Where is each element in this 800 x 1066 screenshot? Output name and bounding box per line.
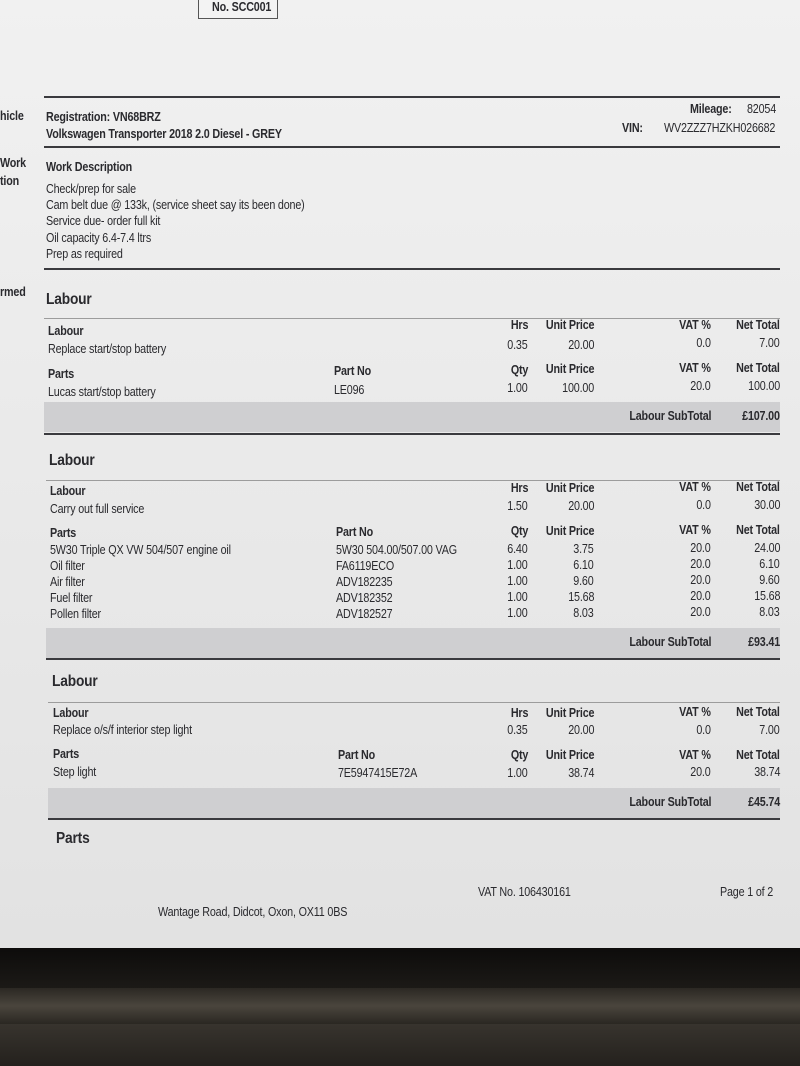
page-number: Page 1 of 2 [720,885,774,899]
work-description-title: Work Description [46,160,133,174]
part-number: LE096 [334,383,365,397]
vehicle-bottom-rule [44,146,780,148]
labour-description: Replace o/s/f interior step light [53,723,192,737]
subtotal-label: Labour SubTotal [628,409,711,423]
part-unit-price: 8.03 [573,606,594,620]
part-description: Step light [53,765,97,779]
labour-unit-price: 20.00 [567,338,594,352]
part-number: ADV182235 [336,575,393,589]
part-number: 5W30 504.00/507.00 VAG [336,543,457,557]
address: Wantage Road, Didcot, Oxon, OX11 0BS [158,905,348,919]
part-net-total: 15.68 [753,589,780,603]
part-unit-price: 38.74 [567,766,594,780]
qty-header: Qty [510,524,528,538]
part-qty: 1.00 [507,606,528,620]
part-qty: 1.00 [507,766,528,780]
labour-hrs: 0.35 [507,338,528,352]
part-vat: 20.0 [690,557,711,571]
document-number: No. SCC001 [212,0,272,14]
vin-value: WV2ZZZ7HZKH026682 [664,121,776,135]
part-unit-price: 100.00 [562,381,594,395]
part-qty: 1.00 [507,574,528,588]
subtotal-value: £107.00 [742,409,780,423]
part-qty: 6.40 [507,542,528,556]
vat-header: VAT % [679,705,711,719]
net-total-header: Net Total [736,523,780,537]
labour-header: Labour [53,706,89,720]
part-number: FA6119ECO [336,559,395,573]
labour-net-total: 30.00 [753,498,780,512]
part-number: 7E5947415E72A [338,766,418,780]
part-vat: 20.0 [690,541,711,555]
vin-label: VIN: [622,121,643,135]
vehicle-top-rule [44,96,780,98]
parts-header: Parts [50,526,77,540]
unit-price-header: Unit Price [545,481,594,495]
hrs-header: Hrs [510,481,528,495]
net-total-header: Net Total [736,705,780,719]
part-vat: 20.0 [690,379,711,393]
section-title: Labour [52,673,98,690]
unit-price-header: Unit Price [545,706,594,720]
mileage-value: 82054 [747,102,777,116]
section-title: Labour [46,291,92,308]
side-label-vehicle: hicle [0,109,24,123]
part-unit-price: 9.60 [573,574,594,588]
work-line: Oil capacity 6.4-7.4 ltrs [46,231,152,245]
labour-vat: 0.0 [696,498,711,512]
section-rule [46,480,780,481]
part-qty: 1.00 [507,590,528,604]
part-description: 5W30 Triple QX VW 504/507 engine oil [50,543,231,557]
unit-price-header: Unit Price [545,318,594,332]
work-line: Service due- order full kit [46,214,161,228]
vat-number: VAT No. 106430161 [478,885,571,899]
table-background [0,948,800,1066]
part-number: ADV182352 [336,591,393,605]
work-line: Prep as required [46,247,123,261]
work-line: Check/prep for sale [46,182,136,196]
labour-hrs: 0.35 [507,723,528,737]
side-label-description: tion [0,174,20,188]
part-net-total: 24.00 [753,541,780,555]
subtotal-value: £45.74 [748,795,780,809]
part-qty: 1.00 [507,558,528,572]
labour-hrs: 1.50 [507,499,528,513]
hrs-header: Hrs [510,318,528,332]
unit-price-header: Unit Price [545,362,594,376]
vat-header: VAT % [679,318,711,332]
parts-header: Parts [48,367,75,381]
section-rule [44,318,780,319]
part-number: ADV182527 [336,607,393,621]
net-total-header: Net Total [736,480,780,494]
labour-vat: 0.0 [696,336,711,350]
part-net-total: 100.00 [748,379,780,393]
unit-price-header: Unit Price [545,524,594,538]
subtotal-value: £93.41 [748,635,780,649]
section-rule [48,702,780,703]
section-bottom-rule [44,433,780,435]
work-line: Cam belt due @ 133k, (service sheet say its been done) [46,198,305,212]
net-total-header: Net Total [736,748,780,762]
part-net-total: 6.10 [759,557,780,571]
net-total-header: Net Total [736,361,780,375]
side-label-performed: rmed [0,285,26,299]
labour-unit-price: 20.00 [567,723,594,737]
part-description: Air filter [50,575,85,589]
part-vat: 20.0 [690,765,711,779]
part-qty: 1.00 [507,381,528,395]
vehicle-description: Volkswagen Transporter 2018 2.0 Diesel - GREY [46,127,282,141]
unit-price-header: Unit Price [545,748,594,762]
vat-header: VAT % [679,523,711,537]
vat-header: VAT % [679,480,711,494]
section-title: Labour [49,452,95,469]
table-board [0,988,800,1024]
labour-vat: 0.0 [696,723,711,737]
subtotal-label: Labour SubTotal [628,795,711,809]
part-net-total: 38.74 [753,765,780,779]
part-vat: 20.0 [690,573,711,587]
part-unit-price: 6.10 [573,558,594,572]
part-unit-price: 15.68 [567,590,594,604]
labour-unit-price: 20.00 [567,499,594,513]
mileage-label: Mileage: [690,102,732,116]
labour-description: Carry out full service [50,502,145,516]
part-description: Fuel filter [50,591,93,605]
part-description: Pollen filter [50,607,101,621]
part-net-total: 9.60 [759,573,780,587]
qty-header: Qty [510,748,528,762]
labour-header: Labour [48,324,84,338]
labour-header: Labour [50,484,86,498]
labour-net-total: 7.00 [759,336,780,350]
part-unit-price: 3.75 [573,542,594,556]
work-bottom-rule [44,268,780,270]
registration: Registration: VN68BRZ [46,110,161,124]
section-bottom-rule [48,818,780,820]
vat-header: VAT % [679,361,711,375]
part-vat: 20.0 [690,589,711,603]
part-net-total: 8.03 [759,605,780,619]
net-total-header: Net Total [736,318,780,332]
labour-description: Replace start/stop battery [48,342,167,356]
subtotal-label: Labour SubTotal [628,635,711,649]
labour-net-total: 7.00 [759,723,780,737]
hrs-header: Hrs [510,706,528,720]
side-label-work: Work [0,156,27,170]
qty-header: Qty [510,363,528,377]
vat-header: VAT % [679,748,711,762]
parts-header: Parts [53,747,80,761]
part-description: Oil filter [50,559,85,573]
parts-heading: Parts [56,830,90,847]
part-no-header: Part No [338,748,376,762]
part-vat: 20.0 [690,605,711,619]
part-no-header: Part No [334,364,372,378]
section-bottom-rule [46,658,780,660]
part-description: Lucas start/stop battery [48,385,156,399]
part-no-header: Part No [336,525,374,539]
